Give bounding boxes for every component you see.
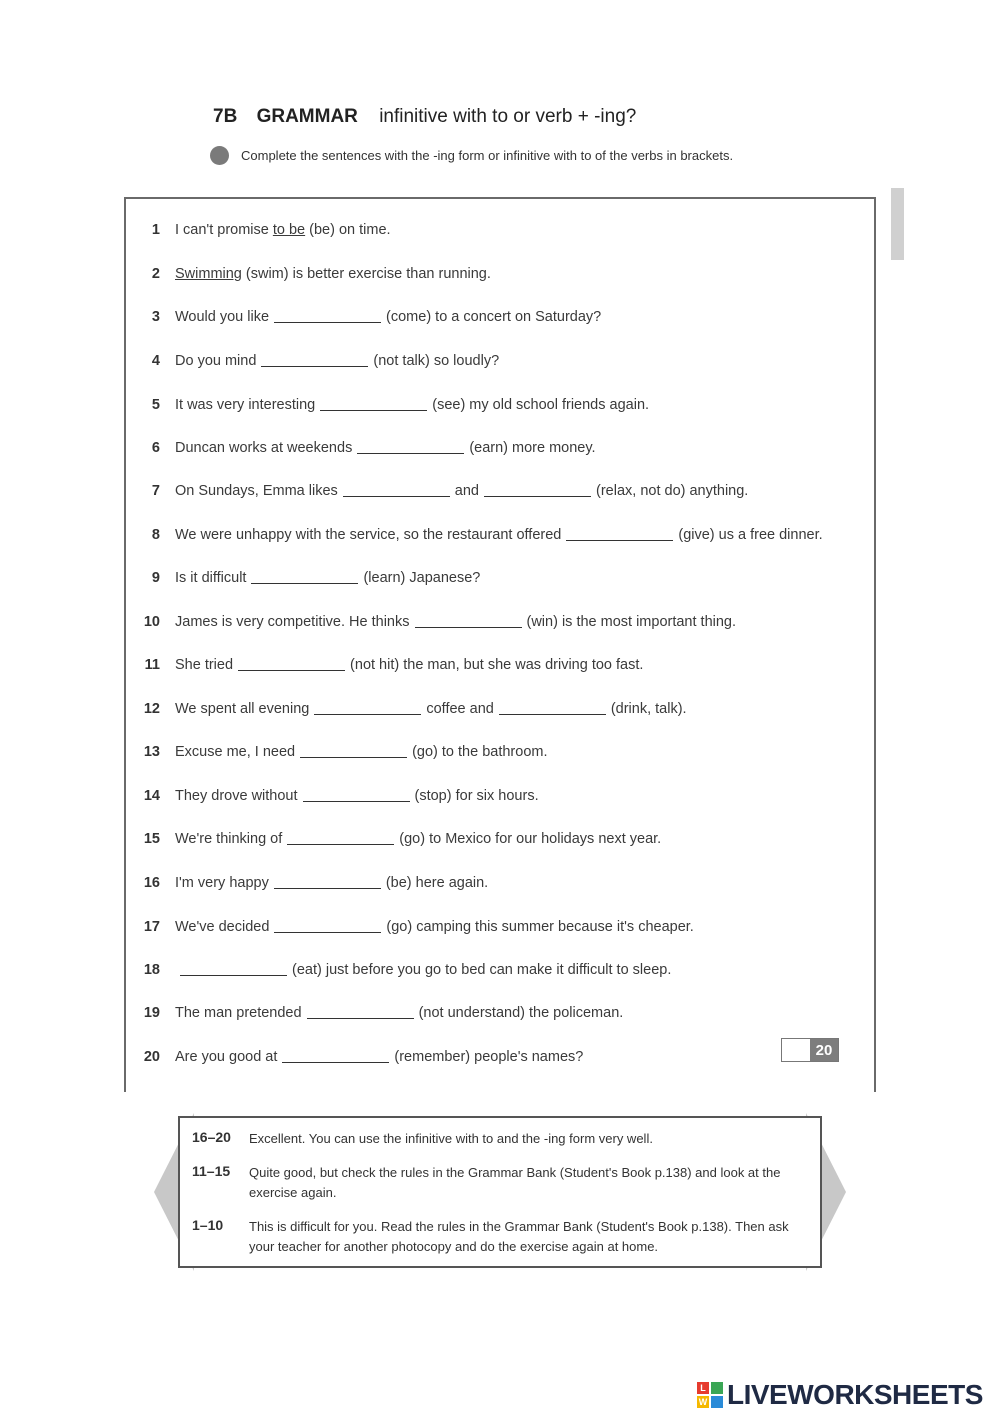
sentence-text: Would you like [175, 309, 270, 325]
answer-blank[interactable] [274, 931, 381, 933]
item-number: 18 [143, 962, 160, 978]
exercise-item [140, 612, 736, 632]
logo-wordmark: LIVEWORKSHEETS [727, 1379, 983, 1410]
sentence-text: (go) to the bathroom. [412, 744, 548, 760]
sentence-text: (remember) people's names? [394, 1049, 584, 1065]
exercise-item [140, 742, 548, 762]
item-number: 8 [151, 527, 160, 543]
item-number: 9 [151, 570, 160, 586]
answer-blank[interactable] [303, 800, 410, 802]
logo-tile-blank [711, 1396, 723, 1408]
exercise-item [140, 351, 499, 371]
item-number: 4 [151, 353, 160, 369]
exercise-item [140, 786, 539, 806]
item-number: 13 [143, 744, 160, 760]
answer-blank[interactable] [274, 321, 381, 323]
exercise-item [140, 655, 643, 675]
exercise-item [140, 917, 694, 937]
item-number: 12 [143, 701, 160, 717]
answer-blank[interactable] [274, 887, 381, 889]
sentence-text: On Sundays, Emma likes [175, 483, 338, 499]
sentence-text: (go) camping this summer because it's cheaper. [386, 919, 694, 935]
item-number: 6 [151, 440, 160, 456]
answer-blank[interactable] [307, 1017, 414, 1019]
sentence-text: The man pretended [175, 1005, 302, 1021]
sentence-text: Do you mind [175, 353, 257, 369]
exercise-item [140, 1003, 623, 1023]
score-box [781, 1038, 839, 1062]
exercise-item [140, 481, 748, 501]
answer-blank[interactable] [261, 365, 368, 367]
answer-blank[interactable] [251, 582, 358, 584]
item-number: 17 [143, 919, 160, 935]
item-number: 3 [151, 309, 160, 325]
exercise-item [140, 438, 596, 458]
score-total: 20 [810, 1039, 838, 1061]
exercise-item [140, 568, 480, 588]
item-number: 14 [143, 788, 160, 804]
unit-code: 7B [213, 106, 238, 127]
exercise-item [140, 264, 491, 284]
answer-blank[interactable] [320, 409, 427, 411]
answer-blank[interactable] [357, 452, 464, 454]
feedback-range: 16–20 [192, 1129, 231, 1145]
logo-tile-blank [711, 1382, 723, 1394]
item-number: 10 [143, 614, 160, 630]
sentence-text: (relax, not do) anything. [596, 483, 749, 499]
feedback-range: 11–15 [192, 1163, 231, 1179]
answer-blank[interactable] [300, 756, 407, 758]
score-input[interactable] [782, 1039, 810, 1061]
exercise-item [140, 220, 391, 240]
sentence-text: (earn) more money. [469, 440, 596, 456]
answer-blank[interactable] [238, 669, 345, 671]
sentence-text: I can't promise [175, 222, 273, 238]
sentence-text: (give) us a free dinner. [678, 527, 823, 543]
feedback-range: 1–10 [192, 1217, 224, 1233]
sentence-text: We've decided [175, 919, 270, 935]
logo-tile-w: W [698, 1397, 708, 1407]
sentence-text: James is very competitive. He thinks [175, 614, 410, 630]
exercise-item [140, 960, 671, 980]
topic-title: infinitive with to or verb + -ing? [379, 106, 637, 127]
exercise-item [140, 525, 823, 545]
example-answer: to be [272, 222, 306, 238]
sentence-text: Duncan works at weekends [175, 440, 353, 456]
sentence-text: (not understand) the policeman. [418, 1005, 624, 1021]
instruction-line [210, 146, 733, 165]
sentence-text: They drove without [175, 788, 298, 804]
item-number: 16 [143, 875, 160, 891]
sentence-text: (eat) just before you go to bed can make it difficult to sleep. [292, 962, 672, 978]
sentence-text: We're thinking of [175, 831, 283, 847]
item-number: 11 [144, 657, 160, 673]
section-title: GRAMMAR [256, 106, 358, 127]
worksheet-heading [213, 106, 636, 128]
logo-tiles-icon [697, 1382, 723, 1408]
answer-blank[interactable] [180, 974, 287, 976]
exercise-item [140, 1047, 583, 1067]
item-number: 15 [143, 831, 160, 847]
item-number: 7 [151, 483, 160, 499]
exercise-item [140, 873, 488, 893]
sentence-text: It was very interesting [175, 397, 316, 413]
sentence-text: and [454, 483, 479, 499]
example-answer: Swimming [175, 266, 242, 282]
sentence-text: (see) my old school friends again. [432, 397, 650, 413]
answer-blank[interactable] [484, 495, 591, 497]
sentence-text: Excuse me, I need [175, 744, 296, 760]
feedback-row [192, 1217, 809, 1257]
answer-blank[interactable] [566, 539, 673, 541]
exercise-item [140, 395, 649, 415]
liveworksheets-logo[interactable] [697, 1378, 983, 1412]
answer-blank[interactable] [314, 713, 421, 715]
sentence-text: (stop) for six hours. [414, 788, 539, 804]
sentence-text: (come) to a concert on Saturday? [386, 309, 602, 325]
exercise-item [140, 307, 601, 327]
exercise-item [140, 699, 687, 719]
sentence-text: (not hit) the man, but she was driving too fast. [350, 657, 644, 673]
sentence-text: (be) on time. [305, 222, 391, 238]
exercise-item [140, 829, 661, 849]
sentence-text: (go) to Mexico for our holidays next year. [399, 831, 662, 847]
answer-blank[interactable] [287, 843, 394, 845]
sentence-text: (learn) Japanese? [363, 570, 481, 586]
feedback-box [178, 1116, 822, 1268]
instruction-text: Complete the sentences with the -ing form or infinitive with to of the verbs in brackets. [241, 148, 734, 163]
sentence-text: (win) is the most important thing. [526, 614, 737, 630]
sentence-text: I'm very happy [175, 875, 269, 891]
exercise-box [124, 197, 876, 1092]
feedback-row [192, 1163, 809, 1203]
sentence-text: She tried [175, 657, 234, 673]
sentence-text: We were unhappy with the service, so the restaurant offered [175, 527, 562, 543]
sentence-text: (be) here again. [385, 875, 489, 891]
feedback-panel [150, 1113, 850, 1271]
sentence-text: Is it difficult [175, 570, 247, 586]
answer-blank[interactable] [499, 713, 606, 715]
answer-blank[interactable] [415, 626, 522, 628]
feedback-text: Excellent. You can use the infinitive with to and the -ing form very well. [249, 1131, 653, 1146]
bullet-dot-icon [210, 146, 229, 165]
answer-blank[interactable] [343, 495, 450, 497]
feedback-row [192, 1129, 809, 1149]
feedback-text: This is difficult for you. Read the rules in the Grammar Bank (Student's Book p.138). Then ask your teacher for another photocopy and do the exercise again at home. [249, 1219, 789, 1254]
logo-tile-l: L [697, 1382, 709, 1394]
item-number: 1 [151, 222, 160, 238]
sentence-text: Are you good at [175, 1049, 278, 1065]
answer-blank[interactable] [282, 1061, 389, 1063]
item-number: 2 [151, 266, 160, 282]
scrollbar[interactable] [891, 188, 904, 260]
sentence-text: (not talk) so loudly? [373, 353, 500, 369]
item-number: 5 [151, 397, 160, 413]
sentence-text: (drink, talk). [610, 701, 687, 717]
feedback-text: Quite good, but check the rules in the Grammar Bank (Student's Book p.138) and look at the exercise again. [249, 1165, 781, 1200]
sentence-text: (swim) is better exercise than running. [241, 266, 491, 282]
sentence-text: We spent all evening [175, 701, 310, 717]
sentence-text: coffee and [426, 701, 494, 717]
item-number: 20 [143, 1049, 160, 1065]
item-number: 19 [143, 1005, 160, 1021]
